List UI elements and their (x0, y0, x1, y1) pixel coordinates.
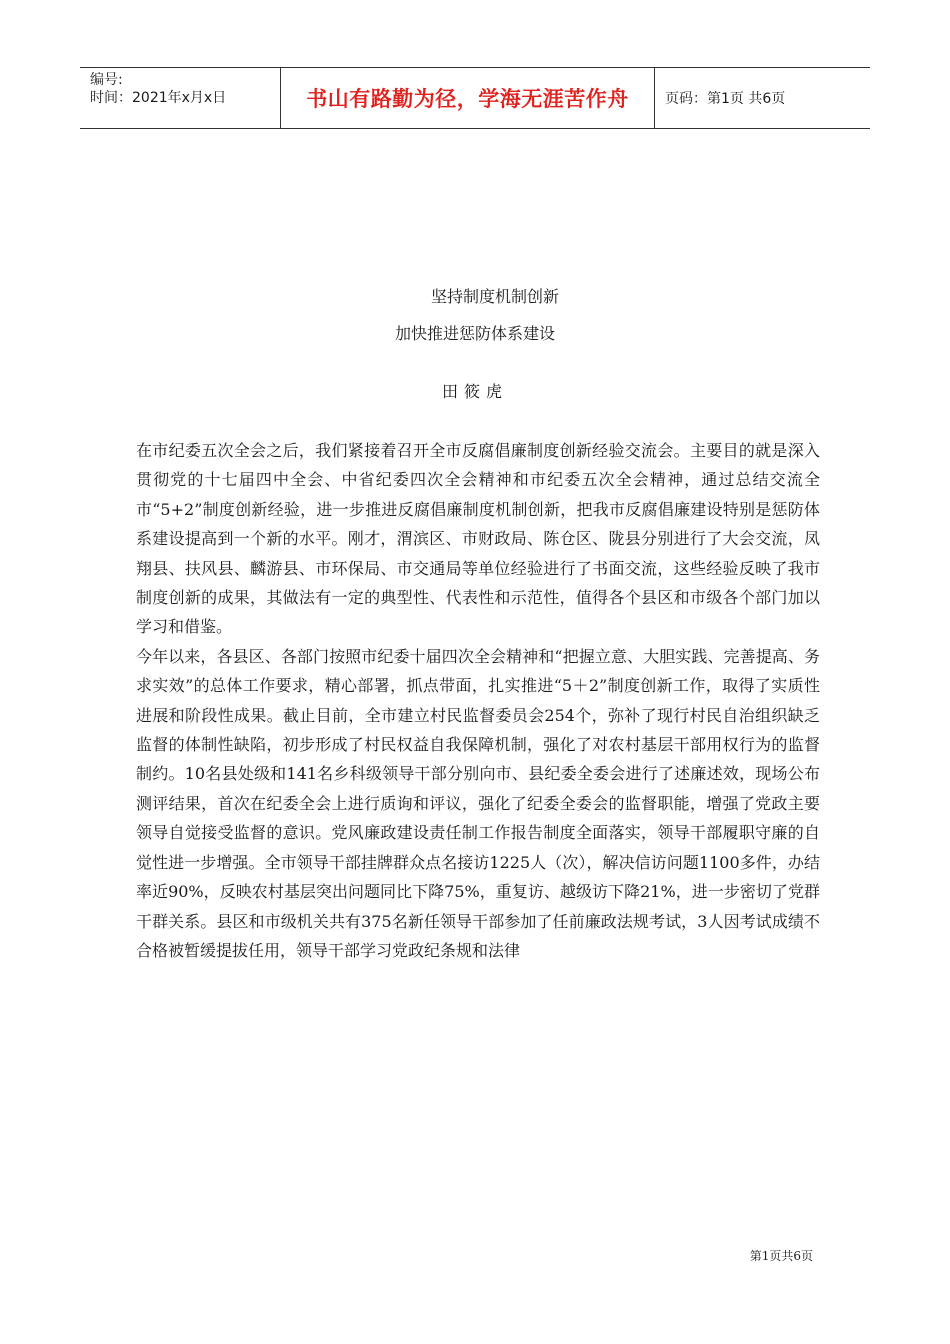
header-motto: 书山有路勤为径，学海无涯苦作舟 (281, 68, 655, 128)
document-date-label: 时间：2021年x月x日 (90, 90, 227, 106)
document-author: 田筱虎 (441, 382, 508, 401)
body-paragraph-1: 在市纪委五次全会之后，我们紧接着召开全市反腐倡廉制度创新经验交流会。主要目的就是深入贯彻党的十七届四中全会、中省纪委四次全会精神和市纪委五次全会精神，通过总结交流全市“5+2”制度创新经验，进一步推进反腐倡廉制度机制创新，把我市反腐倡廉建设特别是惩防体系建设提高到一个新的水平。刚才，渭滨区、市财政局、陈仓区、陇县分别进行了大会交流，凤翔县、扶风县、麟游县、市环保局、市交通局等单位经验进行了书面交流，这些经验反映了我市制度创新的成果，其做法有一定的典型性、代表性和示范性，值得各个县区和市级各个部门加以学习和借鉴。 (136, 441, 820, 637)
header-meta (80, 68, 281, 128)
document-title-line2: 加快推进惩防体系建设 (394, 324, 555, 343)
page-footer: 第1页共6页 (749, 1249, 813, 1263)
header-page-number: 页码：第1页 共6页 (665, 91, 786, 107)
document-number-label: 编号: (90, 72, 123, 88)
page-header (80, 67, 870, 129)
body-paragraph-2: 今年以来，各县区、各部门按照市纪委十届四次全会精神和“把握立意、大胆实践、完善提高、务求实效”的总体工作要求，精心部署，抓点带面，扎实推进“5＋2”制度创新工作，取得了实质性进展和阶段性成果。截止目前，全市建立村民监督委员会254个，弥补了现行村民自治组织缺乏监督的体制性缺陷，初步形成了村民权益自我保障机制，强化了对农村基层干部用权行为的监督制约。10名县处级和141名乡科级领导干部分别向市、县纪委全委会进行了述廉述效，现场公布测评结果，首次在纪委全会上进行质询和评议，强化了纪委全委会的监督职能，增强了党政主要领导自觉接受监督的意识。党风廉政建设责任制工作报告制度全面落实，领导干部履职守廉的自觉性进一步增强。全市领导干部挂牌群众点名接访1225人（次），解决信访问题1100多件，办结率近90%，反映农村基层突出问题同比下降75%，重复访、越级访下降21%，进一步密切了党群干群关系。县区和市级机关共有375名新任领导干部参加了任前廉政法规考试，3人因考试成绩不合格被暂缓提拔任用，领导干部学习党政纪条规和法律 (136, 646, 820, 960)
document-title-line1: 坚持制度机制创新 (430, 287, 559, 306)
document-body (136, 436, 820, 965)
